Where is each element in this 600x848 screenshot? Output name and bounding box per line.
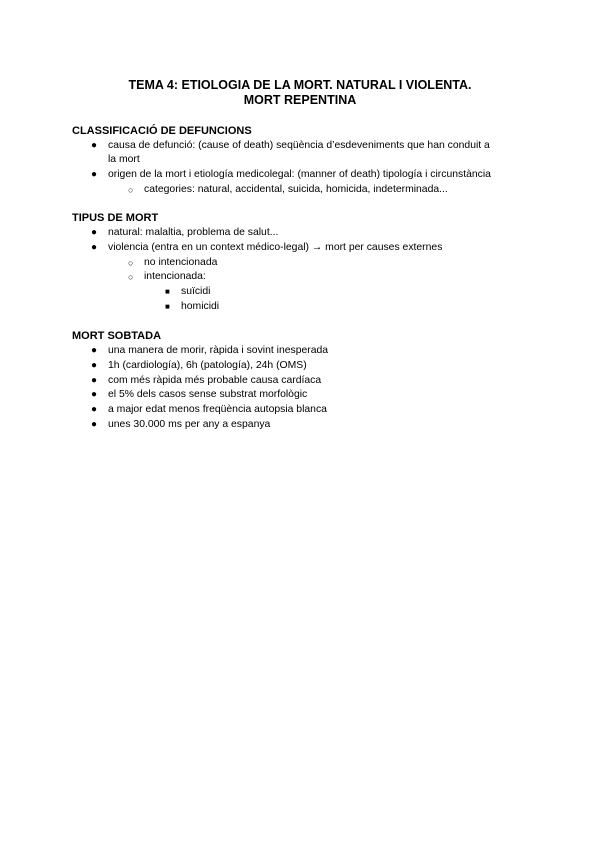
bullet-icon: ● xyxy=(91,360,98,371)
section-heading-mort-sobtada: MORT SOBTADA xyxy=(72,330,162,342)
list-item-intencionada: intencionada: xyxy=(144,271,206,282)
bullet-icon: ● xyxy=(91,345,98,356)
list-item-autopsia: a major edat menos freqüència autopsia blanca xyxy=(108,404,327,415)
section-heading-classificacio: CLASSIFICACIÓ DE DEFUNCIONS xyxy=(72,125,252,137)
list-item-manera: una manera de morir, ràpida i sovint inesperada xyxy=(108,345,329,356)
page-title-line-2: MORT REPENTINA xyxy=(243,93,357,107)
bullet-icon: ● xyxy=(91,140,98,151)
list-item-causa-line-1: causa de defunció: (cause of death) seqüència d’esdeveniments que han conduit a xyxy=(108,140,490,151)
page-title-line-1: TEMA 4: ETIOLOGIA DE LA MORT. NATURAL I VIOLENTA. xyxy=(128,78,472,92)
bullet-icon: ● xyxy=(91,419,98,430)
bullet-icon: ● xyxy=(91,389,98,400)
list-item-violencia: violencia (entra en un context médico-legal) → mort per causes externes xyxy=(108,242,443,253)
list-item-no-intencionada: no intencionada xyxy=(144,257,218,268)
bullet-icon: ● xyxy=(91,227,98,238)
list-item-substrat: el 5% dels casos sense substrat morfològic xyxy=(108,389,308,400)
list-item-temps: 1h (cardiología), 6h (patología), 24h (OMS) xyxy=(108,360,307,371)
bullet-icon: ● xyxy=(91,169,98,180)
section-heading-tipus: TIPUS DE MORT xyxy=(72,212,159,224)
sub-bullet-icon: ○ xyxy=(128,185,134,195)
list-item-suicidi: suïcidi xyxy=(181,286,211,297)
bullet-icon: ● xyxy=(91,242,98,253)
sub-bullet-icon: ○ xyxy=(128,272,134,282)
list-item-categories: categories: natural, accidental, suicida, homicida, indeterminada... xyxy=(144,184,448,195)
list-item-causa-line-2: la mort xyxy=(108,154,140,165)
list-item-natural: natural: malaltia, problema de salut... xyxy=(108,227,279,238)
list-item-espanya: unes 30.000 ms per any a espanya xyxy=(108,419,271,430)
square-bullet-icon: ■ xyxy=(165,302,170,311)
list-item-cardiaca: com més ràpida més probable causa cardíaca xyxy=(108,375,322,386)
list-item-origen: origen de la mort i etiología medicolegal: (manner of death) tipología i circunstància xyxy=(108,169,491,180)
bullet-icon: ● xyxy=(91,404,98,415)
bullet-icon: ● xyxy=(91,375,98,386)
sub-bullet-icon: ○ xyxy=(128,258,134,268)
list-item-homicidi: homicidi xyxy=(181,301,220,312)
square-bullet-icon: ■ xyxy=(165,287,170,296)
